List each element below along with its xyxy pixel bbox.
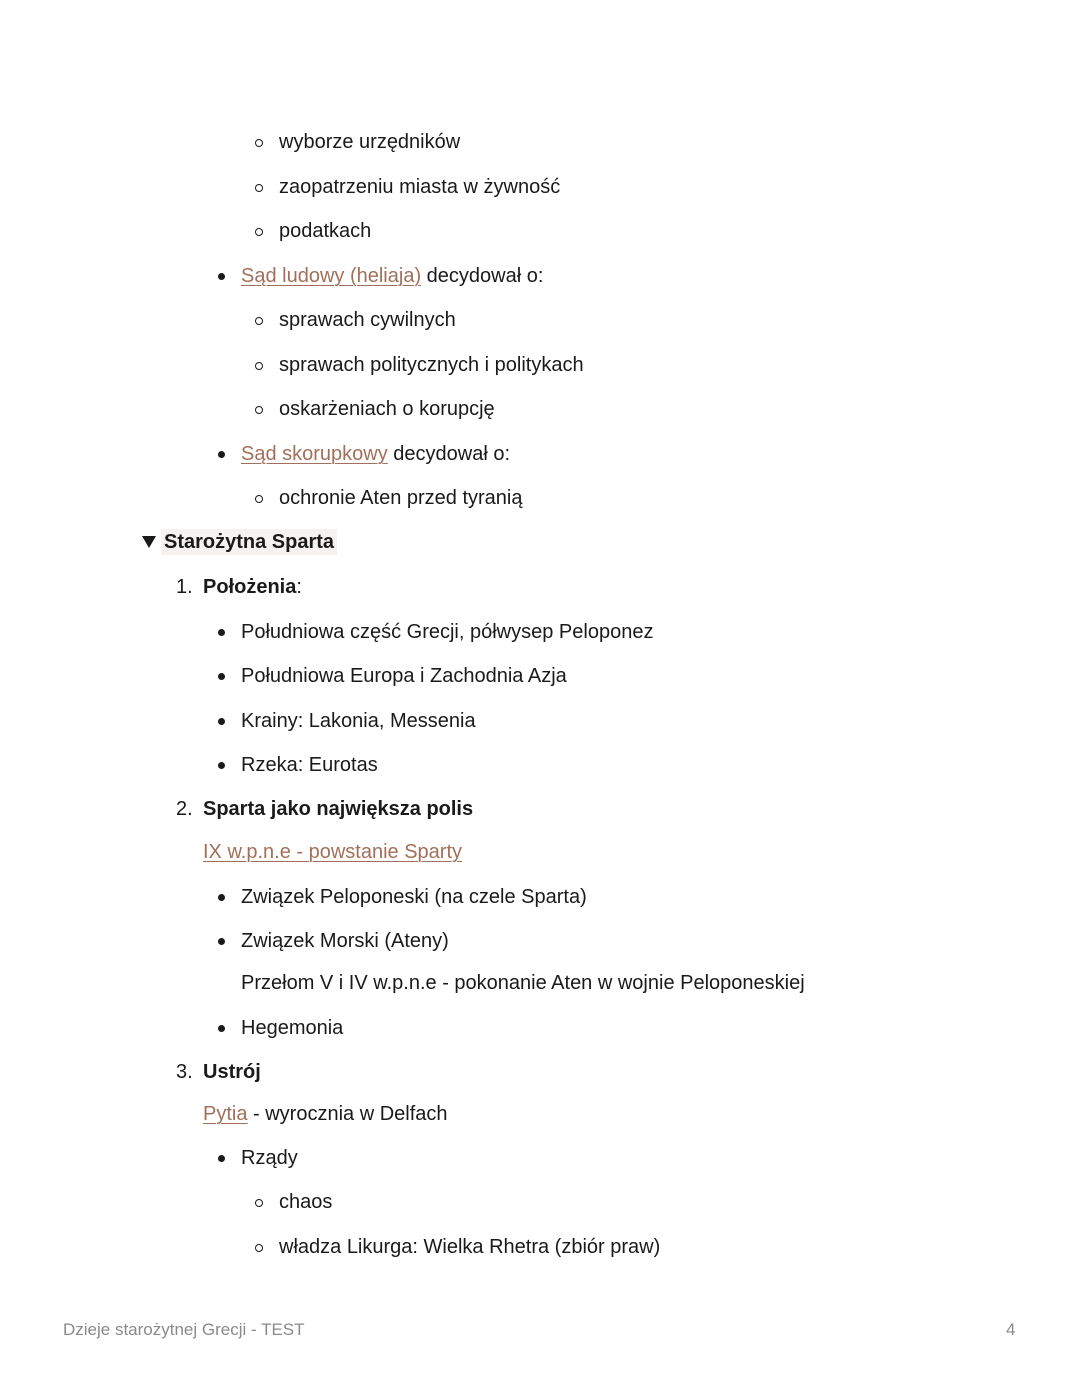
list-item-text: decydował o: [421, 265, 544, 287]
list-item: ochronie Aten przed tyranią [279, 487, 523, 509]
skorupkowy-link[interactable]: Sąd skorupkowy [241, 443, 388, 465]
list-item: Hegemonia [241, 1017, 344, 1039]
circle-bullet-icon [255, 317, 263, 325]
pytia-link[interactable]: Pytia [203, 1103, 248, 1125]
list-item: zaopatrzeniu miasta w żywność [279, 176, 561, 198]
list-item: sprawach cywilnych [279, 309, 456, 331]
disc-bullet-icon [218, 762, 225, 769]
circle-bullet-icon [255, 139, 263, 147]
list-item: Rzeka: Eurotas [241, 754, 378, 776]
circle-bullet-icon [255, 184, 263, 192]
disc-bullet-icon [218, 273, 225, 280]
list-heading-colon: : [296, 576, 302, 598]
list-number: 2. [176, 798, 193, 820]
list-heading: Sparta jako największa polis [203, 798, 474, 820]
disc-bullet-icon [218, 938, 225, 945]
list-heading-title: Położenia [203, 576, 297, 598]
list-item: Krainy: Lakonia, Messenia [241, 710, 476, 732]
footer-title: Dzieje starożytnej Grecji - TEST [63, 1320, 305, 1339]
list-item: Południowa Europa i Zachodnia Azja [241, 665, 567, 687]
heliaja-link[interactable]: Sąd ludowy (heliaja) [241, 265, 422, 287]
list-item: wyborze urzędników [279, 131, 461, 153]
circle-bullet-icon [255, 228, 263, 236]
list-item: oskarżeniach o korupcję [279, 398, 495, 420]
disc-bullet-icon [218, 1025, 225, 1032]
list-note: Przełom V i IV w.p.n.e - pokonanie Aten w wojnie Peloponeskiej [241, 972, 805, 994]
list-item [203, 839, 462, 865]
disc-bullet-icon [218, 1155, 225, 1162]
circle-bullet-icon [255, 362, 263, 370]
disc-bullet-icon [218, 673, 225, 680]
list-item: sprawach politycznych i politykach [279, 354, 584, 376]
list-item [203, 1101, 448, 1127]
list-item [241, 441, 510, 467]
list-item: Związek Morski (Ateny) [241, 930, 449, 952]
list-number: 3. [176, 1061, 193, 1083]
list-item [241, 263, 543, 289]
list-item: władza Likurga: Wielka Rhetra (zbiór praw) [279, 1236, 661, 1258]
list-item: Rządy [241, 1147, 298, 1169]
list-heading: Ustrój [203, 1061, 261, 1083]
circle-bullet-icon [255, 495, 263, 503]
disc-bullet-icon [218, 718, 225, 725]
section-heading[interactable]: Starożytna Sparta [161, 529, 337, 555]
circle-bullet-icon [255, 1199, 263, 1207]
circle-bullet-icon [255, 406, 263, 414]
list-item: chaos [279, 1191, 333, 1213]
list-item: Związek Peloponeski (na czele Sparta) [241, 886, 587, 908]
disc-bullet-icon [218, 629, 225, 636]
list-heading [203, 574, 302, 600]
list-number: 1. [176, 576, 193, 598]
page-number: 4 [1006, 1320, 1016, 1339]
disc-bullet-icon [218, 451, 225, 458]
sparta-founding-link[interactable]: IX w.p.n.e - powstanie Sparty [203, 841, 463, 863]
list-item: Południowa część Grecji, półwysep Peloponez [241, 621, 654, 643]
toggle-triangle-icon[interactable] [142, 536, 156, 548]
list-item-text: decydował o: [387, 443, 511, 465]
list-item: podatkach [279, 220, 372, 242]
disc-bullet-icon [218, 894, 225, 901]
list-item-text: - wyrocznia w Delfach [247, 1103, 448, 1125]
circle-bullet-icon [255, 1244, 263, 1252]
